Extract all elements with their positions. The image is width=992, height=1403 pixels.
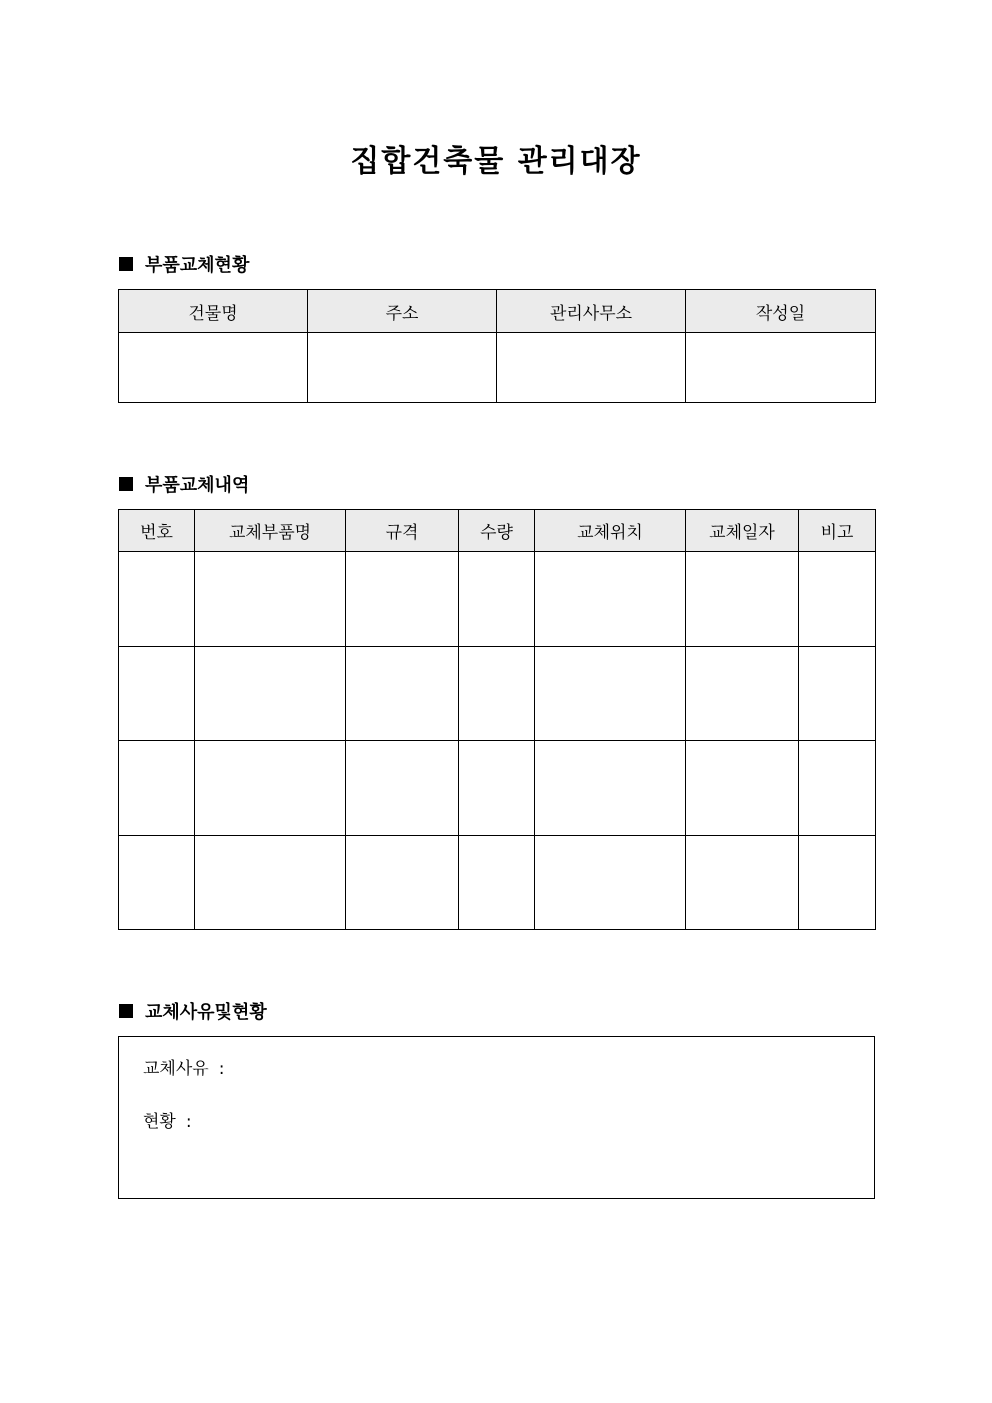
- table-cell[interactable]: [119, 741, 195, 836]
- table-cell[interactable]: [195, 552, 346, 647]
- section-heading-label: 부품교체현황: [145, 255, 250, 276]
- table-cell[interactable]: [459, 646, 535, 741]
- building-name-cell[interactable]: [119, 333, 308, 403]
- header-management-office: 관리사무소: [497, 290, 686, 333]
- header-date-written: 작성일: [686, 290, 876, 333]
- address-cell[interactable]: [308, 333, 497, 403]
- table-cell[interactable]: [459, 552, 535, 647]
- table-cell[interactable]: [535, 741, 686, 836]
- section-heading-replacement-status: [119, 252, 249, 276]
- management-office-cell[interactable]: [497, 333, 686, 403]
- reason-line: [143, 1057, 850, 1081]
- table-cell[interactable]: [119, 835, 195, 930]
- reason-colon: :: [218, 1059, 225, 1079]
- table-cell[interactable]: [686, 552, 799, 647]
- table-cell[interactable]: [119, 646, 195, 741]
- table-cell[interactable]: [535, 552, 686, 647]
- table-cell[interactable]: [535, 835, 686, 930]
- table-cell[interactable]: [119, 552, 195, 647]
- table-cell[interactable]: [799, 835, 876, 930]
- header-address: 주소: [308, 290, 497, 333]
- table-cell[interactable]: [195, 646, 346, 741]
- table-header-row: [119, 290, 876, 333]
- table-row: [119, 552, 876, 647]
- table-cell[interactable]: [346, 552, 459, 647]
- header-location: 교체위치: [535, 510, 686, 552]
- header-number: 번호: [119, 510, 195, 552]
- table-row: [119, 741, 876, 836]
- table-cell[interactable]: [346, 741, 459, 836]
- table-cell[interactable]: [459, 835, 535, 930]
- status-colon: :: [185, 1112, 192, 1132]
- square-bullet-icon: [119, 1004, 133, 1018]
- table-cell[interactable]: [686, 835, 799, 930]
- table-row: [119, 646, 876, 741]
- table-cell[interactable]: [799, 646, 876, 741]
- header-quantity: 수량: [459, 510, 535, 552]
- section-heading-label: 교체사유및현황: [145, 1002, 267, 1023]
- header-replacement-date: 교체일자: [686, 510, 799, 552]
- table-row: [119, 333, 876, 403]
- square-bullet-icon: [119, 477, 133, 491]
- section-heading-reason-and-status: [119, 999, 267, 1023]
- section-heading-label: 부품교체내역: [145, 475, 250, 496]
- table-cell[interactable]: [686, 646, 799, 741]
- header-specification: 규격: [346, 510, 459, 552]
- square-bullet-icon: [119, 257, 133, 271]
- table-row: [119, 835, 876, 930]
- reason-label: 교체사유: [143, 1059, 209, 1079]
- table-cell[interactable]: [535, 646, 686, 741]
- header-part-name: 교체부품명: [195, 510, 346, 552]
- header-remarks: 비고: [799, 510, 876, 552]
- table-cell[interactable]: [195, 741, 346, 836]
- table-cell[interactable]: [346, 646, 459, 741]
- status-label: 현황: [143, 1112, 176, 1132]
- replacement-status-table: [118, 289, 876, 403]
- date-written-cell[interactable]: [686, 333, 876, 403]
- replacement-history-table: [118, 509, 876, 930]
- page-title: 집합건축물 관리대장: [350, 144, 642, 179]
- table-cell[interactable]: [799, 552, 876, 647]
- status-line: [143, 1110, 850, 1134]
- header-building-name: 건물명: [119, 290, 308, 333]
- table-cell[interactable]: [459, 741, 535, 836]
- table-cell[interactable]: [686, 741, 799, 836]
- table-header-row: [119, 510, 876, 552]
- table-cell[interactable]: [346, 835, 459, 930]
- table-cell[interactable]: [799, 741, 876, 836]
- section-heading-replacement-history: [119, 472, 249, 496]
- reason-status-box[interactable]: [118, 1036, 875, 1199]
- table-cell[interactable]: [195, 835, 346, 930]
